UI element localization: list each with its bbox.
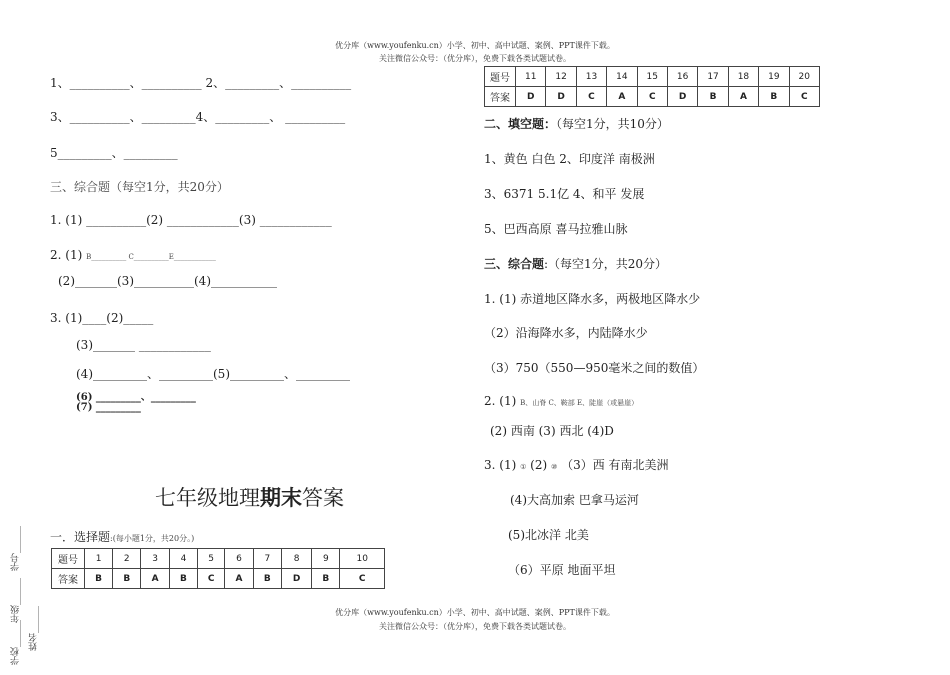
table1-answer: D <box>281 569 311 589</box>
title-pre: 七年级地理 <box>155 486 260 510</box>
blank-q2-small: B__________ C__________E____________ <box>86 253 216 261</box>
section3-note: :（每空1分，共20分） <box>544 257 667 271</box>
blank-q2-prefix: 2. (1) <box>50 248 87 262</box>
comp-answer-3a-s1: ① <box>520 463 527 471</box>
table2-answer: A <box>728 87 758 107</box>
section3-heading-right <box>484 255 667 272</box>
table2-header-label: 题号 <box>485 67 516 87</box>
table1-header-label: 题号 <box>52 549 85 569</box>
blank-line-3: 5_________、_________ <box>50 146 178 160</box>
fill-answer-1: 1、黄色 白色 2、印度洋 南极洲 <box>484 152 655 166</box>
blank-q2 <box>50 248 216 262</box>
comp-answer-2a-prefix: 2. (1) <box>484 394 521 408</box>
table2-answer: D <box>516 87 546 107</box>
header-line-1: 优分库（www.youfenku.cn）小学、初中、高中试题、案例、PPT课件下载。 <box>335 41 615 50</box>
table2-answer: D <box>667 87 697 107</box>
table2-num: 12 <box>546 67 576 87</box>
comp-answer-1b: （2）沿海降水多，内陆降水少 <box>484 326 648 340</box>
table2-answer: A <box>607 87 637 107</box>
table1-answer: A <box>225 569 254 589</box>
comp-answer-2a <box>484 394 638 408</box>
table2-num: 13 <box>576 67 606 87</box>
section2-heading <box>484 115 669 132</box>
table1-answer: C <box>198 569 225 589</box>
section3-label: 三、综合题 <box>484 257 545 271</box>
blank-line-1: 1、__________、__________ 2、_________、__________ <box>50 76 352 90</box>
table2-answer: D <box>546 87 576 107</box>
table1-num: 1 <box>85 549 113 569</box>
blank-q3-a: 3. (1)____(2)_____ <box>50 311 154 325</box>
comp-answer-1a: 1. (1) 赤道地区降水多，两极地区降水少 <box>484 292 701 306</box>
comp-answer-3d: （6）平原 地面平坦 <box>508 563 616 577</box>
comp-answer-3b: (4)大高加索 巴拿马运河 <box>510 493 639 507</box>
footer-line-1: 优分库（www.youfenku.cn）小学、初中、高中试题、案例、PPT课件下载。 <box>335 608 615 617</box>
fill-answer-2: 3、6371 5.1亿 4、和平 发展 <box>484 187 645 201</box>
comp-answer-3a-p1: 3. (1) <box>484 458 521 472</box>
table2-answer: C <box>789 87 819 107</box>
table1-answer: B <box>85 569 113 589</box>
table2-answer: C <box>637 87 667 107</box>
table1-answer: B <box>312 569 340 589</box>
comp-answer-1c: （3）750（550—950毫米之间的数值） <box>484 361 705 375</box>
header-line-2: 关注微信公众号：（优分库），免费下载各类试题试卷。 <box>379 54 571 63</box>
table1-answer: B <box>113 569 141 589</box>
section1-label: 一．选择题 <box>50 530 111 544</box>
section2-label: 二、填空题： <box>484 117 557 131</box>
table2-num: 19 <box>759 67 789 87</box>
answer-table-1 <box>51 548 385 589</box>
table2-num: 15 <box>637 67 667 87</box>
table2-answer-label: 答案 <box>485 87 516 107</box>
table1-num: 6 <box>225 549 254 569</box>
fill-answer-3: 5、巴西高原 喜马拉雅山脉 <box>484 222 628 236</box>
blank-q3-b: (3)_______ ____________ <box>76 338 211 352</box>
table1-num: 8 <box>281 549 311 569</box>
table1-num: 5 <box>198 549 225 569</box>
table1-answer: B <box>253 569 281 589</box>
table1-num: 7 <box>253 549 281 569</box>
comp-answer-3a-p2: (2) <box>526 458 551 472</box>
table2-answer: B <box>759 87 789 107</box>
table2-num: 11 <box>516 67 546 87</box>
blank-q1: 1. (1) __________(2) ____________(3) ____________ <box>50 213 332 227</box>
table1-num: 10 <box>340 549 385 569</box>
table2-num: 18 <box>728 67 758 87</box>
table2-num: 20 <box>789 67 819 87</box>
blank-q2-b: (2)_______(3)__________(4)___________ <box>58 274 277 288</box>
side-label-grade: 年级______ <box>11 578 21 623</box>
comp-answer-3a-s2: ⑩ <box>551 463 558 471</box>
table1-answer: C <box>340 569 385 589</box>
comp-answer-2b: (2) 西南 (3) 西北 (4)D <box>490 424 614 438</box>
table2-answer: B <box>698 87 728 107</box>
title-post: 答案 <box>302 486 344 510</box>
section1-heading <box>50 528 194 545</box>
page-title <box>155 482 344 512</box>
side-label-number: 学号______ <box>11 526 21 571</box>
section1-note: :(每小题1分，共20分。) <box>110 534 195 543</box>
side-label-school: 学校______ <box>11 620 21 665</box>
table1-answer-label: 答案 <box>52 569 85 589</box>
side-label-name: 姓名______ <box>29 606 39 651</box>
comp-answer-2a-small: B、山脊 C、鞍部 E、陡崖（或悬崖） <box>520 399 639 407</box>
blank-q3-e: (7) _________ <box>76 402 141 413</box>
section2-note: （每空1分，共10分） <box>556 117 669 131</box>
table1-num: 9 <box>312 549 340 569</box>
footer-line-2: 关注微信公众号：（优分库），免费下载各类试题试卷。 <box>379 622 571 631</box>
table1-answer: B <box>169 569 197 589</box>
blank-q3-c: (4)_________、_________(5)_________、_________ <box>76 367 350 381</box>
table2-num: 17 <box>698 67 728 87</box>
comp-answer-3a-p3: （3）西 有南北美洲 <box>557 458 669 472</box>
answer-table-2 <box>484 66 820 107</box>
blank-q3-d: (6) _________、_________ <box>76 392 196 403</box>
table1-num: 2 <box>113 549 141 569</box>
comp-answer-3a <box>484 456 669 473</box>
table1-answer: A <box>141 569 170 589</box>
blank-line-2: 3、__________、_________4、_________、 __________ <box>50 110 346 124</box>
table2-answer: C <box>576 87 606 107</box>
comp-answer-3c: (5)北冰洋 北美 <box>508 528 589 542</box>
table1-num: 3 <box>141 549 170 569</box>
title-bold: 期末 <box>260 486 302 510</box>
section3-heading-left: 三、综合题（每空1分，共20分） <box>50 180 229 194</box>
table2-num: 16 <box>667 67 697 87</box>
table2-num: 14 <box>607 67 637 87</box>
table1-num: 4 <box>169 549 197 569</box>
